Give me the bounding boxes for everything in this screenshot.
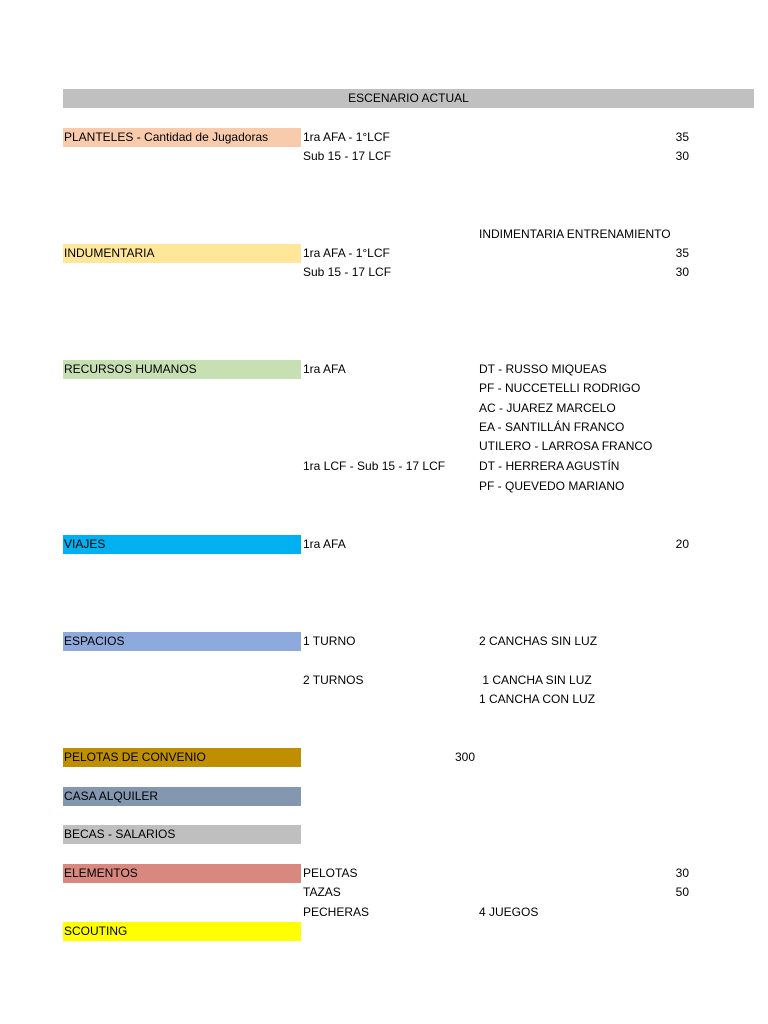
elementos-item: PECHERAS <box>303 905 370 919</box>
planteles-value: 30 <box>675 149 689 163</box>
section-label-casa-alquiler: CASA ALQUILER <box>63 787 301 806</box>
section-label-planteles: PLANTELES - Cantidad de Jugadoras <box>63 128 301 147</box>
rrhh-staff: PF - NUCCETELLI RODRIGO <box>479 381 641 395</box>
rrhh-staff: AC - JUAREZ MARCELO <box>479 401 616 415</box>
espacios-detail: 2 CANCHAS SIN LUZ <box>479 634 598 648</box>
planteles-category: 1ra AFA - 1°LCF <box>303 130 390 144</box>
section-label-recursos-humanos: RECURSOS HUMANOS <box>63 360 301 379</box>
elementos-detail: 4 JUEGOS <box>479 905 539 919</box>
elementos-item: PELOTAS <box>303 866 358 880</box>
planteles-value: 35 <box>675 130 689 144</box>
indumentaria-value: 35 <box>675 246 689 260</box>
pelotas-convenio-value: 300 <box>455 750 476 764</box>
rrhh-staff: DT - HERRERA AGUSTÍN <box>479 459 620 473</box>
rrhh-group: 1ra AFA <box>303 362 346 376</box>
espacios-detail: 1 CANCHA SIN LUZ <box>479 673 592 687</box>
viajes-category: 1ra AFA <box>303 537 346 551</box>
section-label-scouting: SCOUTING <box>63 922 301 941</box>
espacios-turno: 2 TURNOS <box>303 673 364 687</box>
indumentaria-subheader: INDIMENTARIA ENTRENAMIENTO <box>479 227 671 241</box>
rrhh-staff: UTILERO - LARROSA FRANCO <box>479 439 653 453</box>
rrhh-staff: EA - SANTILLÁN FRANCO <box>479 420 625 434</box>
planteles-category: Sub 15 - 17 LCF <box>303 149 392 163</box>
section-label-indumentaria: INDUMENTARIA <box>63 244 301 263</box>
indumentaria-category: Sub 15 - 17 LCF <box>303 265 392 279</box>
section-label-becas: BECAS - SALARIOS <box>63 825 301 844</box>
rrhh-staff: PF - QUEVEDO MARIANO <box>479 479 625 493</box>
section-label-pelotas-convenio: PELOTAS DE CONVENIO <box>63 748 301 767</box>
indumentaria-value: 30 <box>675 265 689 279</box>
section-label-espacios: ESPACIOS <box>63 632 301 651</box>
indumentaria-category: 1ra AFA - 1°LCF <box>303 246 390 260</box>
viajes-value: 20 <box>675 537 689 551</box>
espacios-detail: 1 CANCHA CON LUZ <box>479 692 596 706</box>
section-label-viajes: VIAJES <box>63 535 301 554</box>
rrhh-group: 1ra LCF - Sub 15 - 17 LCF <box>303 459 446 473</box>
section-label-elementos: ELEMENTOS <box>63 864 301 883</box>
elementos-value: 50 <box>675 885 689 899</box>
espacios-turno: 1 TURNO <box>303 634 356 648</box>
rrhh-staff: DT - RUSSO MIQUEAS <box>479 362 607 376</box>
elementos-item: TAZAS <box>303 885 341 899</box>
sheet-title: ESCENARIO ACTUAL <box>63 89 754 108</box>
elementos-value: 30 <box>675 866 689 880</box>
